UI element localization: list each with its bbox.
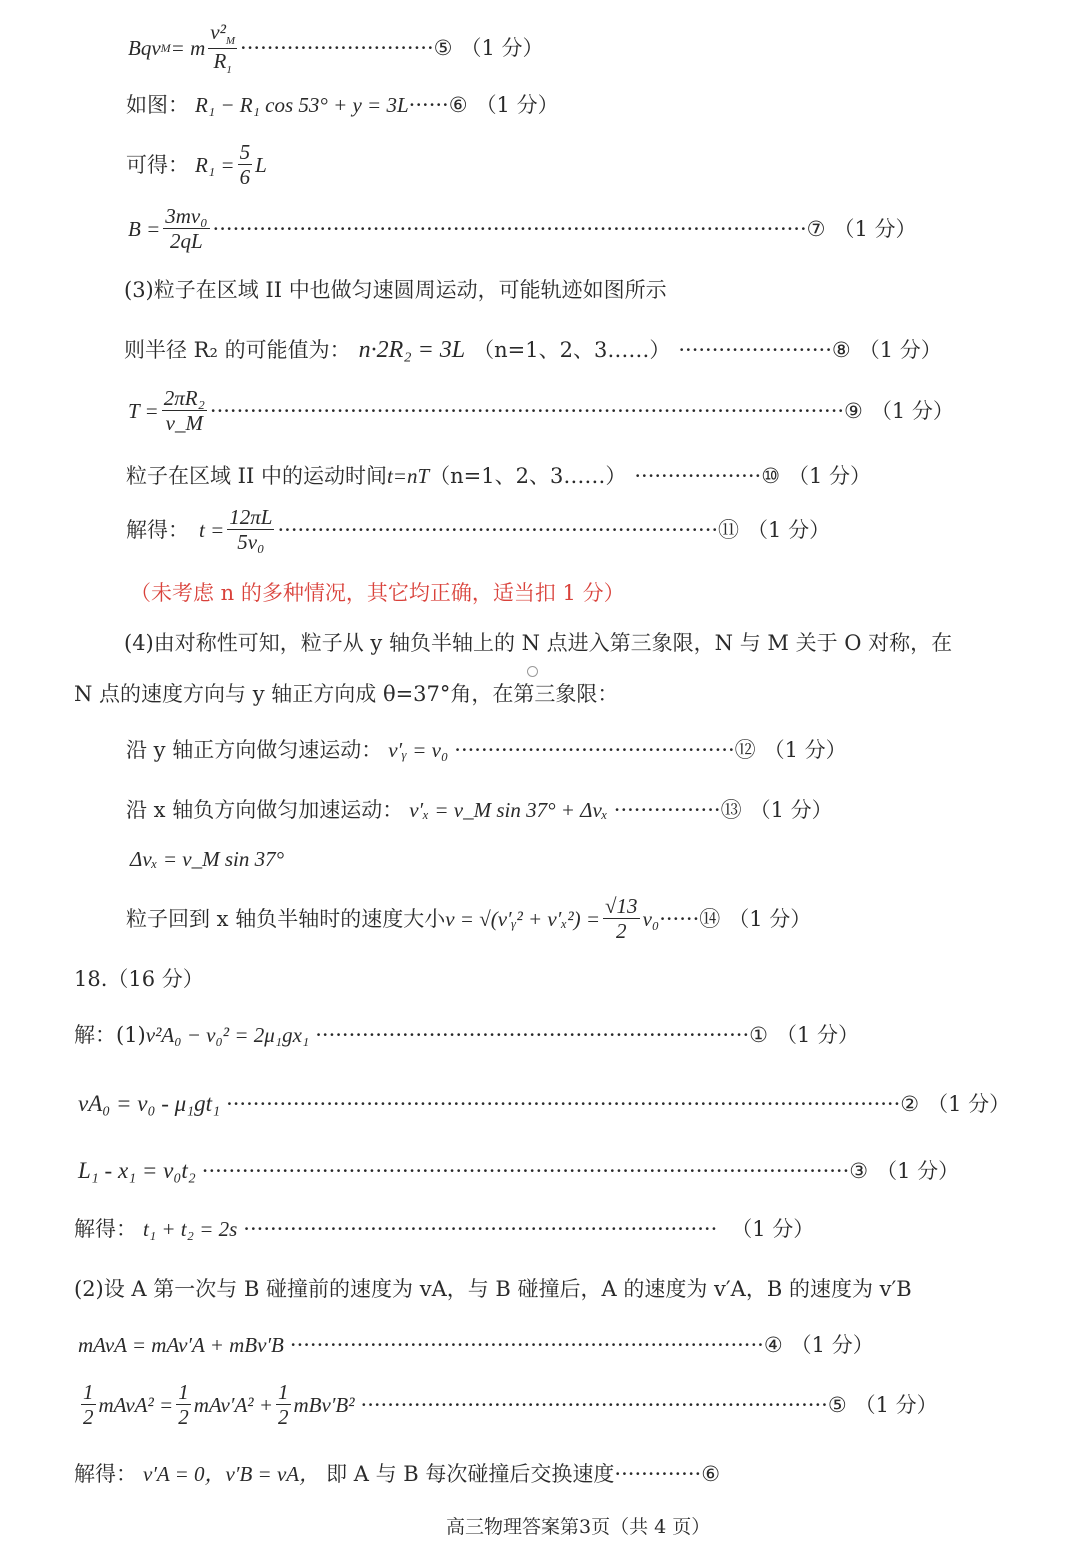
text-line-22: (2)设 A 第一次与 B 碰撞前的速度为 vA，与 B 碰撞后，A 的速度为 v′A，B 的速度为 v′B <box>74 1277 912 1301</box>
leader-dots: ······································································ <box>360 1392 828 1417</box>
leader-dots: ······ <box>659 906 700 931</box>
fraction: $\frac{1}{2}$ <box>178 1380 189 1430</box>
score: （1 分） <box>876 1159 960 1184</box>
leader-dots: ······························································································· <box>209 398 845 423</box>
eq-line-25: 解得： v′A = 0，v′B = vA， 即 A 与 B 每次碰撞后交换速度 ············· ⑥ <box>74 1462 721 1486</box>
step-mark: ③ <box>849 1159 869 1184</box>
step-mark: ① <box>749 1023 768 1047</box>
score: （1 分） <box>833 216 917 241</box>
leader-dots: ······································································· <box>289 1333 764 1357</box>
leader-dots: ····································································································· <box>226 1092 901 1117</box>
score: （1 分） <box>747 517 831 542</box>
eq-line-24: $\frac{1}{2}$ mAvA² = $\frac{1}{2}$ mAv′A² + $\frac{1}{2}$ mBv′B² ······································································ ⑤ （1 分） <box>83 1380 938 1430</box>
fraction: $\frac{5}{6}$ <box>239 140 251 190</box>
step-mark: ④ <box>763 1333 783 1357</box>
eq-line-2: 如图： R₁ − R₁ cos 53° + y = 3L ······ ⑥ （1 分） <box>126 93 559 117</box>
eq-line-4: B = $\frac{\text{3mv₀}}{2qL}$ ························································································· ⑦ （1 分） <box>128 204 917 254</box>
eq-line-16: 粒子回到 x 轴负半轴时的速度大小 v = √(v′ᵧ² + v′ₓ²) = $\frac{√13}{2}$ v₀ ······ ⑭ （1 分） <box>126 894 812 944</box>
text-line-12: N 点的速度方向与 y 轴正方向成 θ=37°角，在第三象限： <box>74 682 619 706</box>
score: （1 分） <box>731 1217 815 1241</box>
leader-dots: ······ <box>408 93 449 117</box>
question-heading: 18.（16 分） <box>74 967 204 991</box>
score: （1 分） <box>728 906 812 931</box>
leader-dots: ·································································· <box>277 517 719 542</box>
step-mark: ⑪ <box>718 517 740 542</box>
score: （1 分） <box>790 1333 874 1357</box>
score: （1 分） <box>475 93 559 117</box>
leader-dots: ························································································· <box>212 216 807 241</box>
expr: Bqv <box>128 36 161 61</box>
eq-line-19: vA₀ = v₀ - μ₁gt₁ ····································································································· ② （1 分） <box>78 1091 1011 1117</box>
eq-line-15: Δvₓ = v_M sin 37° <box>130 847 285 871</box>
page-footer: 高三物理答案第3页（共 4 页） <box>446 1516 711 1538</box>
score: （1 分） <box>788 464 872 488</box>
eq-line-18: 解：(1) v²A₀ − v₀² = 2μ₁gx₁ ································································· ① （1 分） <box>74 1023 859 1047</box>
leader-dots: ····························· <box>240 36 434 61</box>
leader-dots: ······································································· <box>243 1217 718 1241</box>
step-mark: ⑥ <box>701 1462 721 1486</box>
score: （1 分） <box>460 36 544 61</box>
step-mark: ⑦ <box>806 216 826 241</box>
leader-dots: ············· <box>614 1462 702 1486</box>
text-line-5: (3)粒子在区域 II 中也做匀速圆周运动，可能轨迹如图所示 <box>124 278 667 302</box>
fraction: $\frac{\text{2πR₂}}{v\_M}$ <box>163 386 205 436</box>
leader-dots: ··················· <box>634 464 762 488</box>
step-mark: ⑬ <box>720 798 742 822</box>
step-mark: ② <box>900 1092 920 1117</box>
score: （1 分） <box>870 398 954 423</box>
step-mark: ⑧ <box>831 337 851 362</box>
eq-line-8: 粒子在区域 II 中的运动时间 t=nT （n=1、2、3……） ··················· ⑩ （1 分） <box>126 464 872 488</box>
leader-dots: ·········································· <box>454 738 735 762</box>
step-mark: ⑤ <box>433 36 453 61</box>
eq-line-9: 解得： t = $\frac{12\pi L}{\text{5v₀}}$ ·································································· ⑪ （1 分） <box>126 505 831 555</box>
step-mark: ⑫ <box>734 738 756 762</box>
eq-line-14: 沿 x 轴负方向做匀加速运动： v′ₓ = v_M sin 37° + Δvₓ ················ ⑬ （1 分） <box>126 798 833 822</box>
text-line-11: (4)由对称性可知，粒子从 y 轴负半轴上的 N 点进入第三象限，N 与 M 关于 O 对称，在 <box>124 631 953 655</box>
score: （1 分） <box>749 798 833 822</box>
eq-line-20: L₁ - x₁ = v₀t₂ ································································································· ③ （1 分） <box>78 1158 960 1184</box>
score: （1 分） <box>775 1023 859 1047</box>
eq-line-13: 沿 y 轴正方向做匀速运动： v′ᵧ = v₀ ·········································· ⑫ （1 分） <box>126 738 847 762</box>
leader-dots: ································································································· <box>201 1159 850 1184</box>
step-mark: ⑩ <box>761 464 781 488</box>
fraction: $\frac{12\pi L}{\text{5v₀}}$ <box>229 505 273 555</box>
step-mark: ⑨ <box>844 398 863 423</box>
score: （1 分） <box>854 1392 938 1417</box>
deduction-note: （未考虑 n 的多种情况，其它均正确，适当扣 1 分） <box>130 581 625 605</box>
fraction: $\frac{1}{2}$ <box>278 1380 289 1430</box>
eq-line-1: Bqv M = m $\frac{v^2_M}{R_1}$ ····························· ⑤ （1 分） <box>128 20 544 77</box>
leader-dots: ················ <box>613 798 721 822</box>
leader-dots: ······················· <box>678 337 832 362</box>
eq-line-7: T = $\frac{\text{2πR₂}}{v\_M}$ ······························································································· ⑨ （1 分） <box>128 386 954 436</box>
fraction: $\frac{√13}{2}$ <box>605 894 638 944</box>
score: （1 分） <box>927 1092 1011 1117</box>
leader-dots: ································································· <box>315 1023 750 1047</box>
eq-line-3: 可得： R₁ = $\frac{5}{6}$ L <box>126 140 267 190</box>
step-mark: ⑤ <box>827 1392 847 1417</box>
fraction: $\frac{v^2_M}{R_1}$ <box>210 20 236 77</box>
fraction: $\frac{\text{3mv₀}}{2qL}$ <box>165 204 208 254</box>
step-mark: ⑥ <box>448 93 468 117</box>
eq-line-6: 则半径 R₂ 的可能值为： n·2R₂ = 3L （n=1、2、3……） ······················· ⑧ （1 分） <box>124 337 942 363</box>
score: （1 分） <box>763 738 847 762</box>
score: （1 分） <box>858 337 942 362</box>
eq-line-23: mAvA = mAv′A + mBv′B ······································································· ④ （1 分） <box>78 1333 874 1357</box>
step-mark: ⑭ <box>699 906 721 931</box>
scan-mark <box>527 666 538 677</box>
eq-line-21: 解得： t₁ + t₂ = 2s ······································································· （1 分） <box>74 1217 815 1241</box>
fraction: $\frac{1}{2}$ <box>83 1380 94 1430</box>
